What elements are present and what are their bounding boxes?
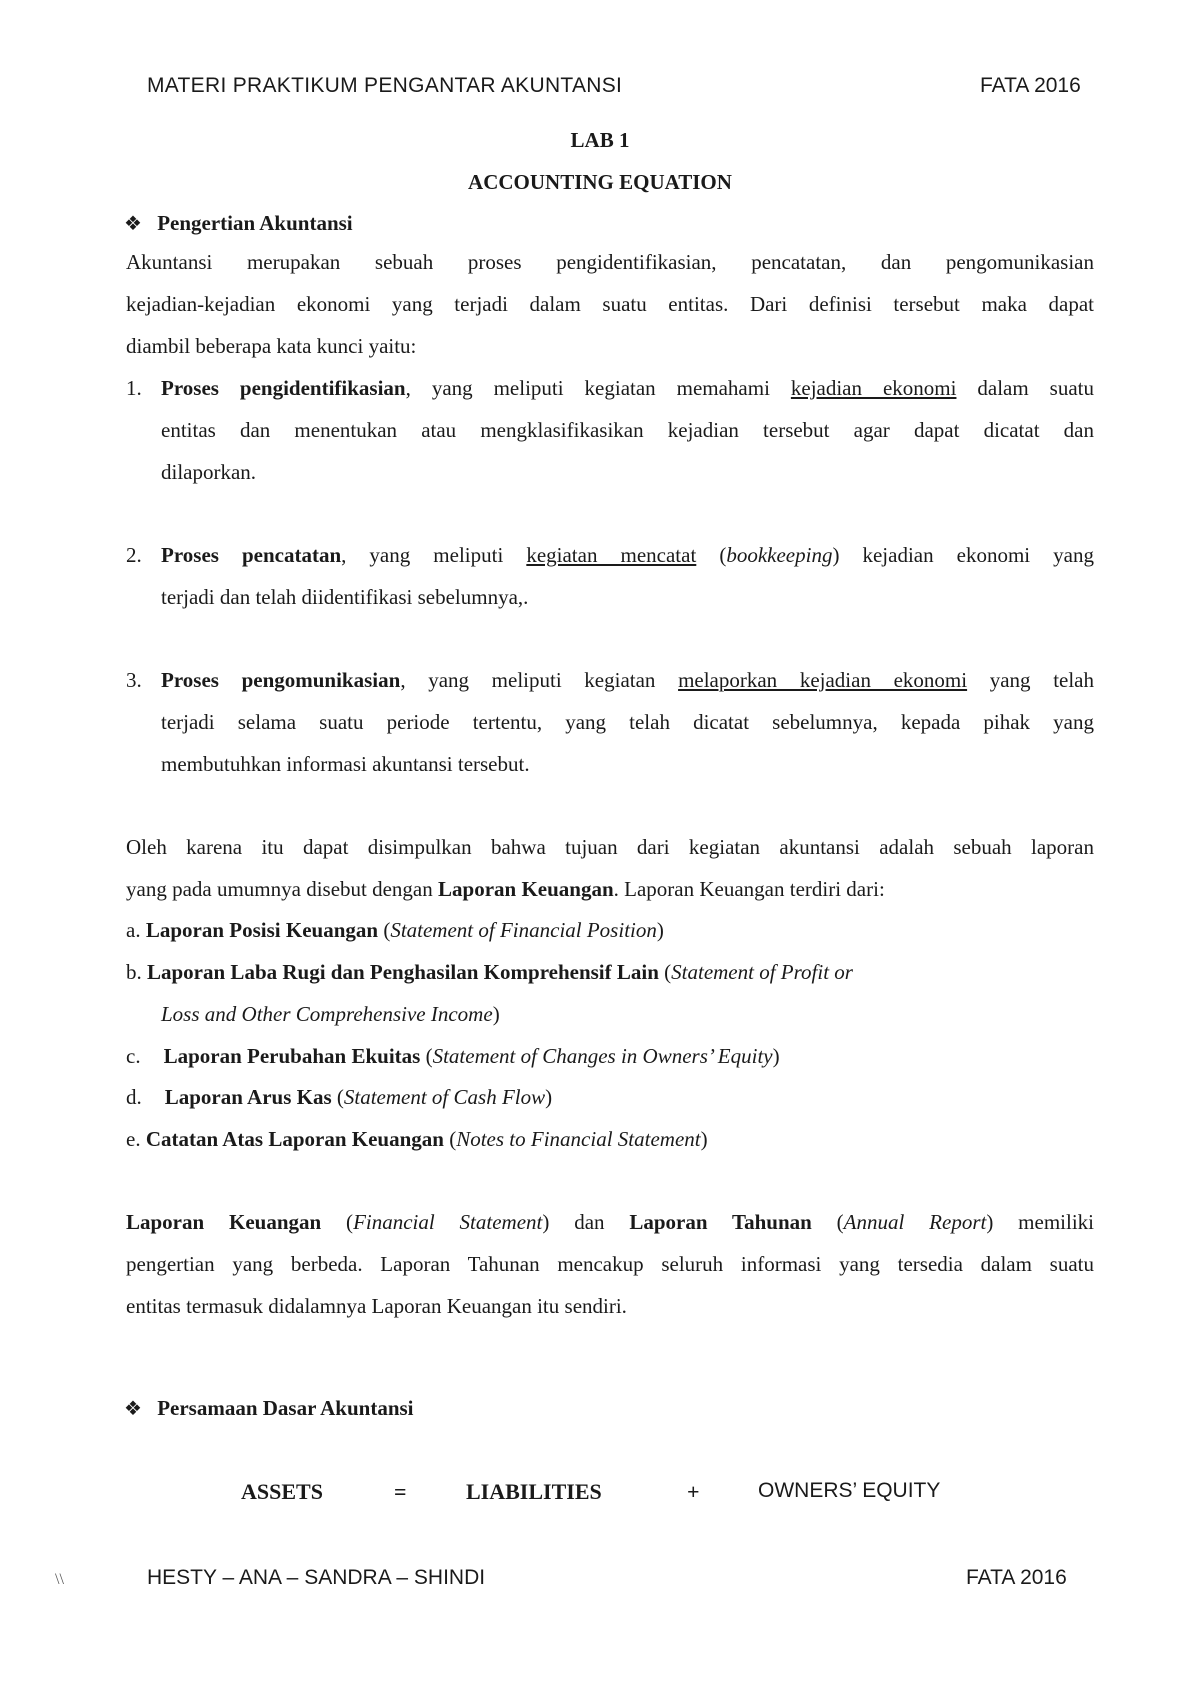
statement-item-d: d. Laporan Arus Kas (Statement of Cash Flow) [126, 1085, 553, 1109]
list-item-3-cont: membutuhkan informasi akuntansi tersebut. [161, 752, 530, 776]
annual-line-2: pengertian yang berbeda. Laporan Tahunan mencakup seluruh informasi yang tersedia dalam suatu [126, 1252, 1094, 1276]
header-year: FATA 2016 [980, 74, 1081, 97]
equation-equity: OWNERS’ EQUITY [758, 1479, 941, 1502]
item-number: 2. [126, 543, 142, 567]
summary-line-2: yang pada umumnya disebut dengan Laporan Keuangan. Laporan Keuangan terdiri dari: [126, 877, 885, 901]
summary-line-1: Oleh karena itu dapat disimpulkan bahwa tujuan dari kegiatan akuntansi adalah sebuah laporan [126, 835, 1094, 859]
intro-line-2: kejadian-kejadian ekonomi yang terjadi dalam suatu entitas. Dari definisi tersebut maka dapat [126, 292, 1094, 316]
list-item-2-cont: terjadi dan telah diidentifikasi sebelumnya,. [161, 585, 529, 609]
header-title: MATERI PRAKTIKUM PENGANTAR AKUNTANSI [147, 74, 623, 97]
section-heading-pengertian [124, 211, 353, 236]
diamond-bullet-icon: ❖ [124, 213, 142, 235]
section-heading-text: Pengertian Akuntansi [157, 211, 353, 235]
item-number: 3. [126, 668, 142, 692]
item-number: 1. [126, 376, 142, 400]
section-heading-persamaan [124, 1396, 414, 1421]
list-item-3-cont: terjadi selama suatu periode tertentu, yang telah dicatat sebelumnya, kepada pihak yang [161, 710, 1094, 734]
intro-line-3: diambil beberapa kata kunci yaitu: [126, 334, 417, 358]
topic-title: ACCOUNTING EQUATION [468, 170, 732, 194]
list-item-1-cont: dilaporkan. [161, 460, 257, 484]
list-item-1-cont: entitas dan menentukan atau mengklasifikasikan kejadian tersebut agar dapat dicatat dan [161, 418, 1094, 442]
footer-mark: \\ [55, 1571, 64, 1588]
equation-liabilities: LIABILITIES [466, 1479, 602, 1504]
list-item-1: Proses pengidentifikasian, yang meliputi kegiatan memahami kejadian ekonomi dalam suatu [161, 376, 1094, 400]
list-item-2: Proses pencatatan, yang meliputi kegiatan mencatat (bookkeeping) kejadian ekonomi yang [161, 543, 1094, 567]
annual-line-3: entitas termasuk didalamnya Laporan Keuangan itu sendiri. [126, 1294, 627, 1318]
statement-item-b: b. Laporan Laba Rugi dan Penghasilan Komprehensif Lain (Statement of Profit or [126, 960, 853, 984]
list-item-3: Proses pengomunikasian, yang meliputi kegiatan melaporkan kejadian ekonomi yang telah [161, 668, 1094, 692]
section-heading-text: Persamaan Dasar Akuntansi [157, 1396, 414, 1420]
annual-line-1: Laporan Keuangan (Financial Statement) dan Laporan Tahunan (Annual Report) memiliki [126, 1210, 1094, 1234]
intro-line-1: Akuntansi merupakan sebuah proses pengidentifikasian, pencatatan, dan pengomunikasian [126, 250, 1094, 274]
statement-item-e: e. Catatan Atas Laporan Keuangan (Notes to Financial Statement) [126, 1127, 708, 1151]
footer-year: FATA 2016 [966, 1566, 1067, 1589]
equation-plus: + [687, 1479, 700, 1504]
statement-item-c: c. Laporan Perubahan Ekuitas (Statement of Changes in Owners’ Equity) [126, 1044, 780, 1068]
equation-assets: ASSETS [241, 1479, 323, 1504]
statement-item-a: a. Laporan Posisi Keuangan (Statement of Financial Position) [126, 918, 664, 942]
footer-authors: HESTY – ANA – SANDRA – SHINDI [147, 1566, 486, 1589]
lab-title: LAB 1 [570, 128, 630, 152]
statement-item-b-cont: Loss and Other Comprehensive Income) [161, 1002, 500, 1026]
diamond-bullet-icon: ❖ [124, 1398, 142, 1420]
equation-equals: = [394, 1479, 407, 1504]
